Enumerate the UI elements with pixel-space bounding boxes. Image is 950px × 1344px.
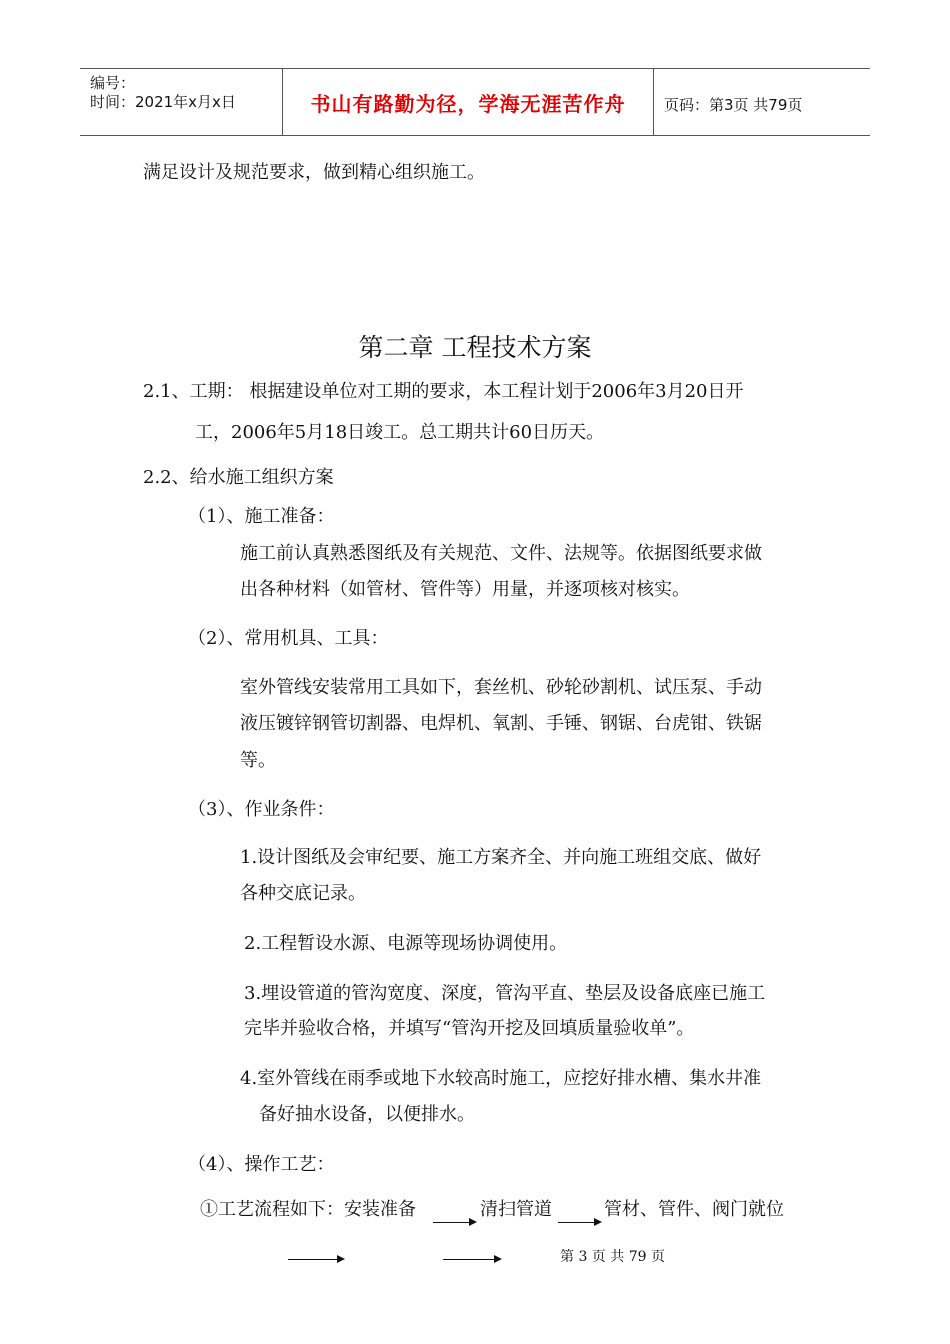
header-number-label: 编号：	[90, 74, 136, 92]
item-4-title: （4）、操作工艺：	[188, 1154, 335, 1175]
header-date-label: 时间：2021年x月x日	[90, 93, 236, 111]
item-2-line-3: 等。	[240, 750, 276, 771]
section-2-1-line-2: 工，2006年5月18日竣工。总工期共计60日历天。	[195, 422, 605, 443]
item-2-line-2: 液压镀锌钢管切割器、电焊机、氧割、手锤、钢锯、台虎钳、铁锯	[240, 713, 762, 734]
flow-arrow-1	[433, 1222, 475, 1223]
flow-step-1: ①工艺流程如下：安装准备	[200, 1199, 416, 1220]
header-top-border	[80, 68, 870, 69]
item-1-line-2: 出各种材料（如管材、管件等）用量，并逐项核对核实。	[240, 579, 690, 600]
condition-3-line-1: 3.埋设管道的管沟宽度、深度，管沟平直、垫层及设备底座已施工	[244, 983, 766, 1004]
header-page-info: 页码：第3页 共79页	[664, 96, 803, 114]
flow-arrow-2	[558, 1222, 600, 1223]
condition-4-line-1: 4.室外管线在雨季或地下水较高时施工，应挖好排水槽、集水井准	[240, 1068, 762, 1089]
item-2-line-1: 室外管线安装常用工具如下，套丝机、砂轮砂割机、试压泵、手动	[240, 677, 762, 698]
header-bottom-border	[80, 135, 870, 136]
condition-3-line-2: 完毕并验收合格，并填写“管沟开挖及回填质量验收单”。	[244, 1018, 695, 1039]
intro-line: 满足设计及规范要求，做到精心组织施工。	[143, 162, 485, 183]
chapter-title: 第二章 工程技术方案	[358, 333, 592, 362]
item-3-title: （3）、作业条件：	[188, 799, 335, 820]
condition-1-line-2: 各种交底记录。	[240, 883, 366, 904]
flow-step-3: 管材、管件、阀门就位	[604, 1199, 784, 1220]
section-2-2-title: 2.2、给水施工组织方案	[143, 467, 334, 488]
condition-4-line-2: 备好抽水设备，以便排水。	[259, 1104, 475, 1125]
section-2-1-line-1: 2.1、工期： 根据建设单位对工期的要求，本工程计划于2006年3月20日开	[143, 381, 744, 402]
footer-page-number: 第 3 页 共 79 页	[560, 1249, 665, 1265]
condition-1-line-1: 1.设计图纸及会审纪要、施工方案齐全、并向施工班组交底、做好	[240, 847, 762, 868]
item-1-title: （1）、施工准备：	[188, 506, 335, 527]
item-2-title: （2）、常用机具、工具：	[188, 628, 389, 649]
item-1-line-1: 施工前认真熟悉图纸及有关规范、文件、法规等。依据图纸要求做	[240, 543, 762, 564]
flow-arrow-4	[443, 1259, 500, 1260]
flow-step-2: 清扫管道	[480, 1199, 552, 1220]
flow-arrow-3	[288, 1259, 343, 1260]
condition-2-line-1: 2.工程暂设水源、电源等现场协调使用。	[244, 933, 568, 954]
header-divider-right	[653, 69, 654, 136]
header-motto: 书山有路勤为径，学海无涯苦作舟	[310, 92, 626, 116]
